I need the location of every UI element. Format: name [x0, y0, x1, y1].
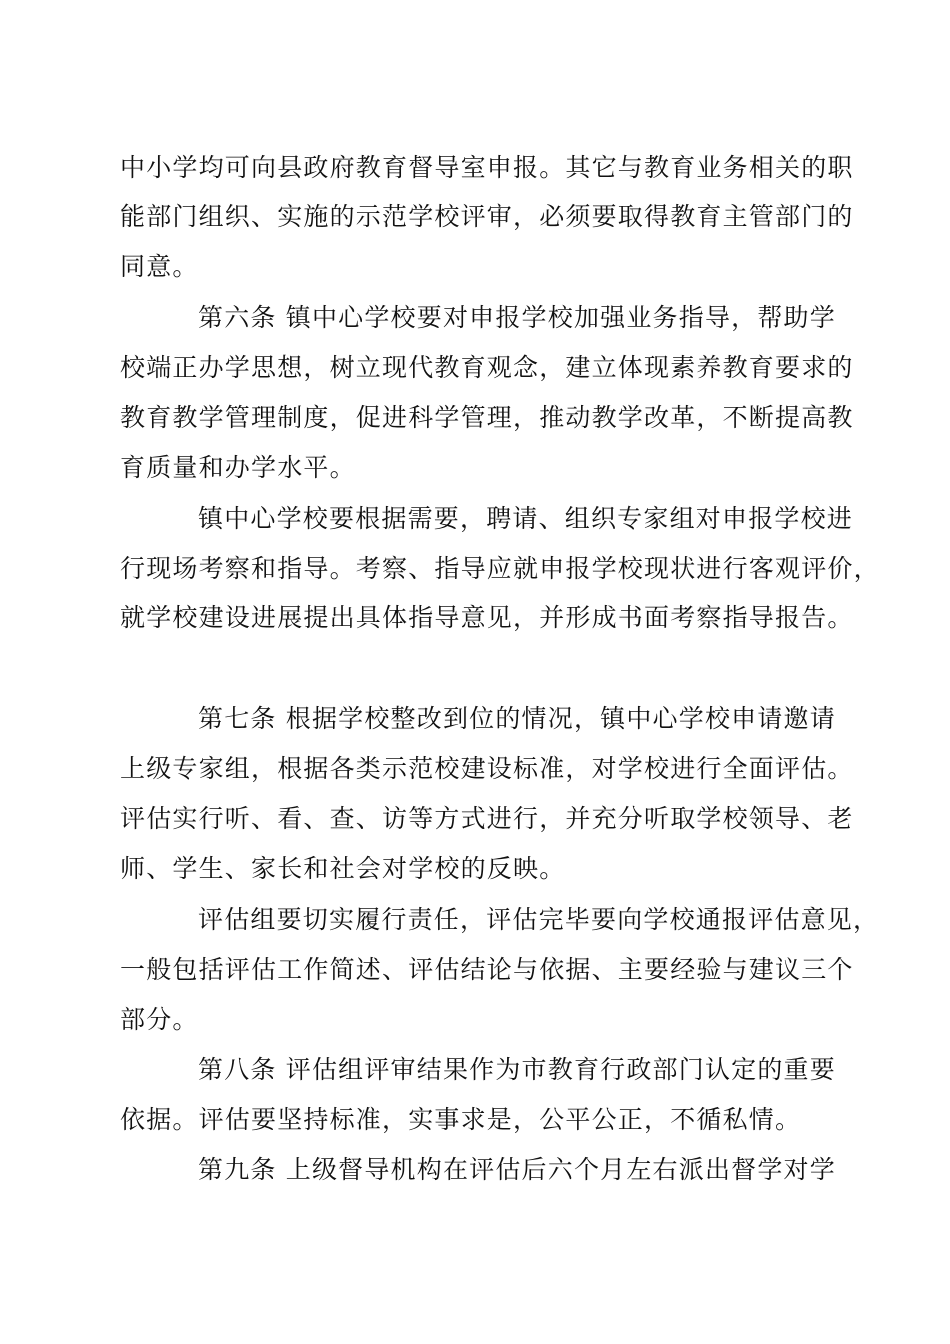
text-line: 教育教学管理制度，促进科学管理，推动教学改革，不断提高教 — [120, 403, 854, 432]
text-line: 能部门组织、实施的示范学校评审，必须要取得教育主管部门的 — [120, 202, 854, 231]
text-line: 师、学生、家长和社会对学校的反映。 — [120, 854, 566, 883]
text-line: 就学校建设进展提出具体指导意见，并形成书面考察指导报告。 — [120, 603, 854, 632]
text-line: 中小学均可向县政府教育督导室申报。其它与教育业务相关的职 — [120, 153, 854, 182]
text-line: 同意。 — [120, 252, 199, 281]
text-line: 上级专家组，根据各类示范校建设标准，对学校进行全面评估。 — [120, 754, 854, 783]
text-line: 校端正办学思想，树立现代教育观念，建立体现素养教育要求的 — [120, 353, 854, 382]
text-line: 一般包括评估工作简述、评估结论与依据、主要经验与建议三个 — [120, 955, 854, 984]
paragraph-start-line: 镇中心学校要根据需要，聘请、组织专家组对申报学校进 — [198, 504, 854, 533]
article-six-heading-line: 第六条 镇中心学校要对申报学校加强业务指导，帮助学 — [198, 303, 836, 332]
text-line: 行现场考察和指导。考察、指导应就申报学校现状进行客观评价， — [120, 554, 880, 583]
text-line: 依据。评估要坚持标准，实事求是，公平公正，不循私情。 — [120, 1105, 802, 1134]
article-seven-heading-line: 第七条 根据学校整改到位的情况，镇中心学校申请邀请 — [198, 704, 836, 733]
article-nine-heading-line: 第九条 上级督导机构在评估后六个月左右派出督学对学 — [198, 1155, 836, 1184]
paragraph-start-line: 评估组要切实履行责任，评估完毕要向学校通报评估意见， — [198, 905, 880, 934]
text-line: 部分。 — [120, 1005, 199, 1034]
article-eight-heading-line: 第八条 评估组评审结果作为市教育行政部门认定的重要 — [198, 1055, 836, 1084]
text-line: 评估实行听、看、查、访等方式进行，并充分听取学校领导、老 — [120, 804, 854, 833]
text-line: 育质量和办学水平。 — [120, 453, 356, 482]
